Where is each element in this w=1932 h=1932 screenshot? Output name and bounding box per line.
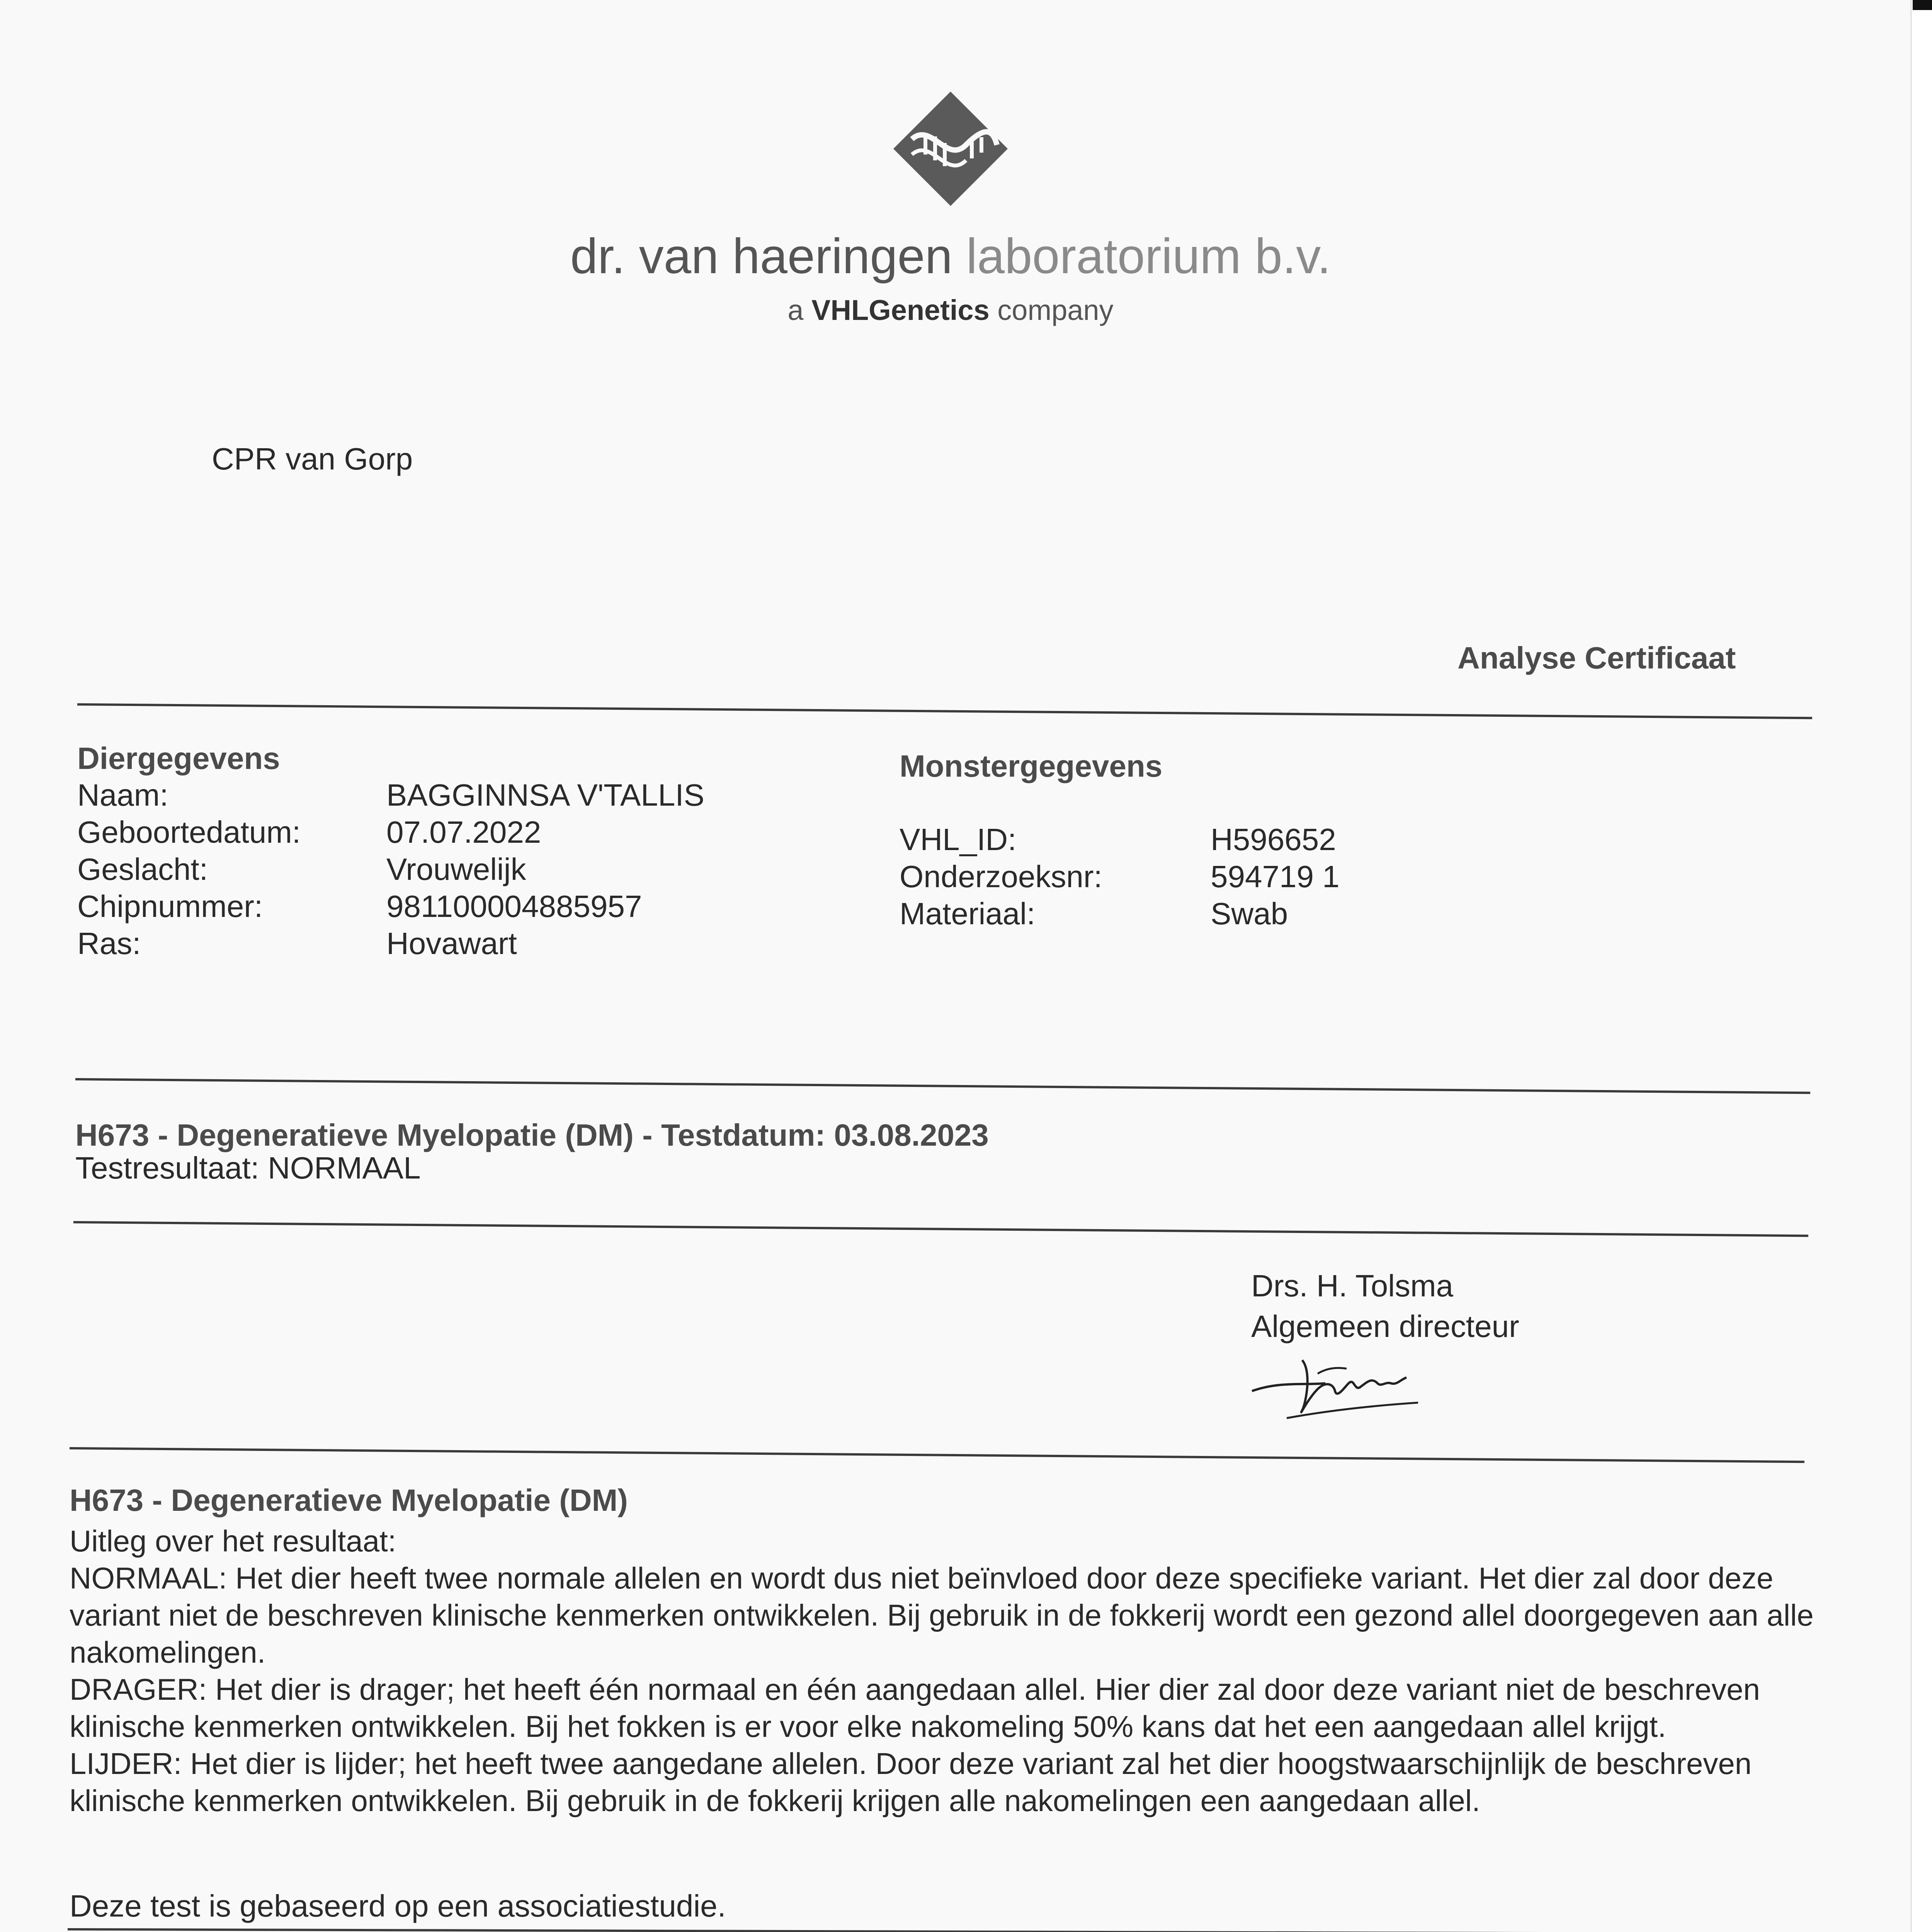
divider xyxy=(68,1928,1803,1932)
recipient: CPR van Gorp xyxy=(212,442,413,476)
explanation-normaal: NORMAAL: Het dier heeft twee normale allelen en wordt dus niet beïnvloed door deze specifieke variant. Het dier zal door deze variant niet de beschreven klinische kenmerken ontwikkelen. Bij gebruik in de fokkerij wordt een gezond allel doorgegeven aan alle nakomelingen. xyxy=(70,1561,1814,1669)
field-label: Naam: xyxy=(77,778,168,812)
field-label: Materiaal: xyxy=(900,896,1036,931)
signatory-name: Drs. H. Tolsma xyxy=(1251,1269,1454,1303)
field-label: Geslacht: xyxy=(77,852,208,886)
signatory-role: Algemeen directeur xyxy=(1251,1309,1519,1344)
sample-fields xyxy=(900,821,1595,932)
field-label: Onderzoeksnr: xyxy=(900,859,1102,894)
explanation-drager: DRAGER: Het dier is drager; het heeft één normaal en één aangedaan allel. Hier dier zal door deze variant niet de beschreven klinische kenmerken ontwikkelen. Bij het fokken is er voor elke nakomeling 50% kans dat het een aangedaan allel krijgt. xyxy=(70,1672,1760,1743)
animal-fields xyxy=(77,777,850,962)
divider xyxy=(77,703,1812,719)
test-title: H673 - Degeneratieve Myelopatie (DM) - Testdatum: 03.08.2023 xyxy=(75,1118,989,1152)
field-row xyxy=(77,777,850,814)
field-value: 594719 1 xyxy=(1211,859,1340,894)
explanation-lijder: LIJDER: Het dier is lijder; het heeft twee aangedane allelen. Door deze variant zal het dier hoogstwaarschijnlijk de beschreven klinische kenmerken ontwikkelen. Bij gebruik in de fokkerij krijgen alle nakomelingen een aangedaan allel. xyxy=(70,1747,1752,1818)
dna-diamond-icon xyxy=(889,87,1012,211)
explanation-title: H673 - Degeneratieve Myelopatie (DM) xyxy=(70,1483,628,1517)
divider xyxy=(73,1221,1808,1237)
divider xyxy=(75,1078,1810,1094)
field-row xyxy=(77,851,850,888)
divider xyxy=(70,1447,1804,1463)
field-value: Hovawart xyxy=(386,926,517,961)
field-label: VHL_ID: xyxy=(900,822,1017,857)
scan-corner xyxy=(1913,0,1932,10)
field-value: Vrouwelijk xyxy=(386,852,526,886)
signature-image xyxy=(1244,1345,1445,1422)
test-result: Testresultaat: NORMAAL xyxy=(75,1151,421,1185)
page-edge xyxy=(1910,0,1932,1932)
field-row xyxy=(77,925,850,962)
field-row xyxy=(900,858,1595,895)
lab-name: dr. van haeringen laboratorium b.v. xyxy=(570,229,1331,284)
explanation-body xyxy=(70,1522,1816,1819)
explanation-intro: Uitleg over het resultaat: xyxy=(70,1524,396,1558)
field-row xyxy=(77,814,850,851)
field-value: 981100004885957 xyxy=(386,889,642,923)
field-label: Geboortedatum: xyxy=(77,815,301,849)
lab-tagline: a VHLGenetics company xyxy=(787,294,1114,326)
field-value: H596652 xyxy=(1211,822,1336,857)
field-label: Chipnummer: xyxy=(77,889,263,923)
field-row xyxy=(900,895,1595,932)
field-label: Ras: xyxy=(77,926,141,961)
animal-heading: Diergegevens xyxy=(77,741,280,776)
certificate-title: Analyse Certificaat xyxy=(1458,641,1736,675)
field-value: BAGGINNSA V'TALLIS xyxy=(386,778,704,812)
field-row xyxy=(77,888,850,925)
field-value: 07.07.2022 xyxy=(386,815,541,849)
explanation-footer: Deze test is gebaseerd op een associatiestudie. xyxy=(70,1889,726,1923)
sample-heading: Monstergegevens xyxy=(900,749,1163,783)
field-row xyxy=(900,821,1595,858)
field-value: Swab xyxy=(1211,896,1288,931)
